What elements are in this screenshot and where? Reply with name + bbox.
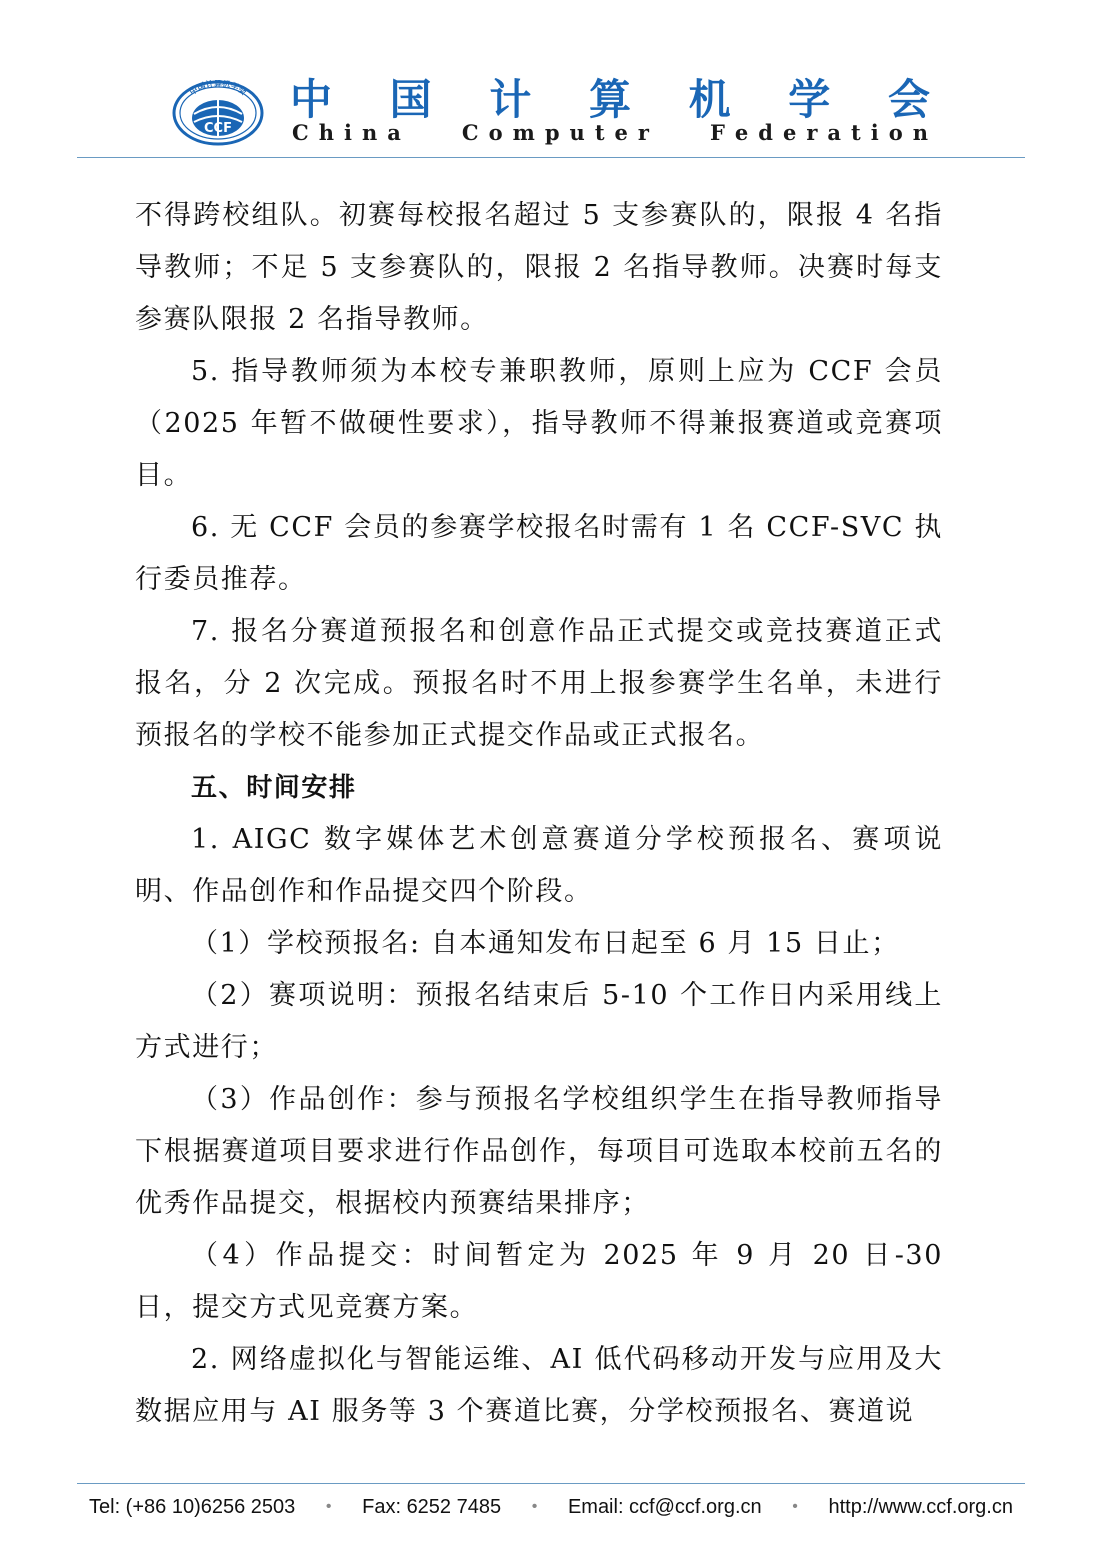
org-cn-char: 机 bbox=[688, 75, 731, 124]
org-cn-char: 算 bbox=[588, 75, 631, 124]
contact-footer bbox=[77, 1490, 1025, 1524]
paragraph: 5. 指导教师须为本校专兼职教师，原则上应为 CCF 会员（2025 年暂不做硬性要求），指导教师不得兼报赛道或竞赛项目。 bbox=[135, 356, 943, 491]
footer-separator: • bbox=[792, 1498, 798, 1515]
letterhead bbox=[0, 0, 1102, 160]
paragraph: 1. AIGC 数字媒体艺术创意赛道分学校预报名、赛项说明、作品创作和作品提交四个阶段。 bbox=[135, 824, 943, 907]
paragraph: （2）赛项说明：预报名结束后 5-10 个工作日内采用线上方式进行； bbox=[135, 980, 943, 1063]
footer-website: http://www.ccf.org.cn bbox=[828, 1495, 1013, 1518]
paragraph: 6. 无 CCF 会员的参赛学校报名时需有 1 名 CCF-SVC 执行委员推荐。 bbox=[135, 512, 943, 595]
org-en-word: F e d e r a t i o n bbox=[709, 120, 928, 145]
footer-divider bbox=[77, 1483, 1025, 1484]
org-cn-char: 会 bbox=[887, 75, 930, 124]
footer-fax: Fax: 6252 7485 bbox=[362, 1495, 502, 1518]
logo-text: CCF bbox=[204, 121, 232, 136]
header-divider bbox=[77, 157, 1025, 158]
org-cn-char: 中 bbox=[290, 75, 333, 124]
org-en-word: C h i n a bbox=[292, 120, 401, 145]
paragraph: （3）作品创作：参与预报名学校组织学生在指导教师指导下根据赛道项目要求进行作品创作，每项目可选取本校前五名的优秀作品提交，根据校内预赛结果排序； bbox=[135, 1084, 943, 1219]
document-body bbox=[135, 190, 943, 1438]
footer-separator: • bbox=[531, 1498, 538, 1515]
org-cn-char: 计 bbox=[489, 75, 532, 124]
paragraph: 2. 网络虚拟化与智能运维、AI 低代码移动开发与应用及大数据应用与 AI 服务等 3 个赛道比赛，分学校预报名、赛道说 bbox=[135, 1344, 943, 1427]
footer-tel: Tel: (+86 10)6256 2503 bbox=[89, 1495, 296, 1518]
org-name-chinese bbox=[290, 74, 930, 126]
org-cn-char: 国 bbox=[389, 75, 432, 124]
paragraph: （4）作品提交：时间暂定为 2025 年 9 月 20 日-30 日，提交方式见竞赛方案。 bbox=[135, 1240, 943, 1323]
logo-ring-text: 中国计算机学会 bbox=[187, 80, 249, 97]
org-cn-char: 学 bbox=[788, 75, 831, 124]
org-name-english bbox=[292, 120, 928, 146]
paragraph: 不得跨校组队。初赛每校报名超过 5 支参赛队的，限报 4 名指导教师；不足 5 支参赛队的，限报 2 名指导教师。决赛时每支参赛队限报 2 名指导教师。 bbox=[135, 200, 943, 335]
footer-separator: • bbox=[325, 1498, 332, 1515]
section-heading: 五、时间安排 bbox=[191, 773, 357, 803]
paragraph: （1）学校预报名: 自本通知发布日起至 6 月 15 日止； bbox=[191, 928, 900, 959]
ccf-logo-icon bbox=[172, 80, 264, 146]
footer-email: Email: ccf@ccf.org.cn bbox=[567, 1495, 762, 1518]
org-en-word: C o m p u t e r bbox=[461, 120, 649, 145]
paragraph: 7. 报名分赛道预报名和创意作品正式提交或竞技赛道正式报名，分 2 次完成。预报名时不用上报参赛学生名单，未进行预报名的学校不能参加正式提交作品或正式报名。 bbox=[135, 616, 943, 751]
